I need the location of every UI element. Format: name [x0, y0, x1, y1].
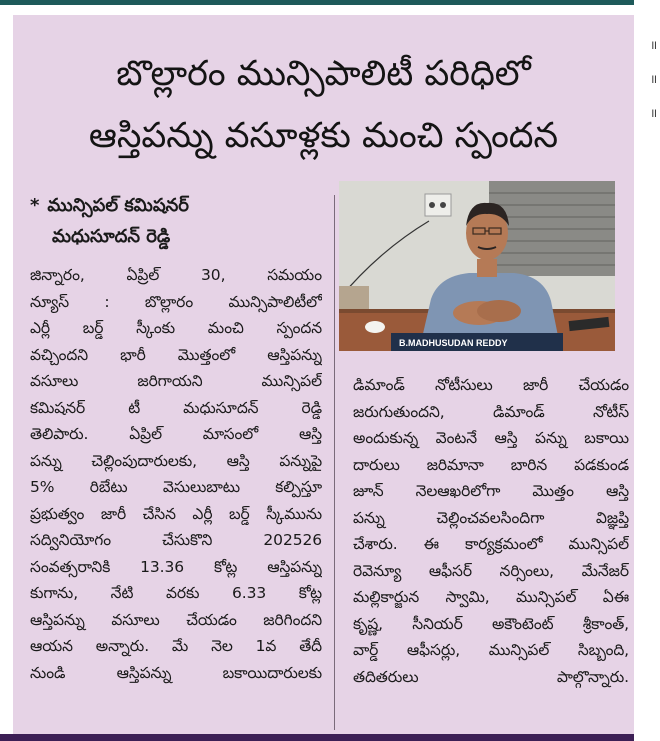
body-left-line: సద్వినియోగం చేసుకొని 202526 — [30, 531, 322, 549]
headline-line-2: ఆస్తిపన్ను వసూళ్లకు మంచి స్పందన — [88, 116, 559, 156]
subheading — [30, 190, 322, 252]
commissioner-photo — [339, 181, 615, 351]
body-right-line: జరుగుతుందని, డిమాండ్ నోటీస్ — [353, 402, 629, 421]
headline — [13, 43, 634, 167]
right-column — [353, 372, 629, 690]
body-right-line: అందుకున్న వెంటనే ఆస్తి పన్ను బకాయి — [353, 429, 629, 447]
photo-caption: B.MADHUSUDAN REDDY — [399, 338, 508, 348]
top-rule — [0, 0, 634, 5]
subheading-line-1: మున్సిపల్ కమిషనర్ — [47, 195, 189, 216]
news-clipping — [13, 15, 634, 734]
body-right-line: తదితరులు పాల్గొన్నారు. — [353, 667, 629, 686]
body-right-line: రెవెన్యూ ఆఫీసర్ నర్సింలు, మేనేజర్ — [353, 561, 629, 580]
body-right-line: జూన్ నెలఆఖరిలోగా మొత్తం ఆస్తి — [353, 482, 629, 500]
body-right — [353, 372, 629, 690]
body-left-line: 5% రిబేటు వెసులుబాటు కల్పిస్తూ — [30, 478, 322, 496]
bullet-star: * — [30, 195, 40, 216]
column-divider — [334, 195, 335, 730]
body-left-line: పన్ను చెల్లింపుదారులకు, ఆస్తి పన్నుపై — [30, 451, 322, 470]
left-column — [30, 190, 322, 686]
body-left-line: వసూలు జరిగాయని మున్సిపల్ — [30, 372, 322, 390]
body-right-line: వార్డ్ ఆఫీసర్లు, మున్సిపల్ సిబ్బంది, — [353, 641, 629, 659]
body-right-line: పన్ను చెల్లించవలసిందిగా విజ్ఞప్తి — [353, 508, 629, 527]
headline-line-1: బొల్లారం మున్సిపాలిటీ పరిధిలో — [116, 54, 531, 94]
body-left — [30, 262, 322, 686]
subheading-line-2: మధుసూదన్ రెడ్డి — [52, 226, 171, 247]
body-right-line: చేశారు. ఈ కార్యక్రమంలో మున్సిపల్ — [353, 535, 629, 553]
edge-mark: ॥ — [650, 38, 658, 52]
body-right-line: దారులు జరిమానా బారిన పడకుండ — [353, 455, 629, 474]
body-left-line: న్యూస్ : బొల్లారం మున్సిపాలిటీలో — [30, 292, 322, 311]
body-left-line: ఎర్లీ బర్డ్ స్కీంకు మంచి స్పందన — [30, 319, 322, 337]
body-right-line: కృష్ణ, సీనియర్ అకౌంటెంట్ శ్రీకాంత్, — [353, 614, 629, 633]
edge-mark: ॥ — [650, 72, 658, 86]
photo-illustration — [339, 181, 615, 351]
body-right-line: డిమాండ్ నోటీసులు జారీ చేయడం — [353, 376, 629, 394]
body-right-line: మల్లికార్జున స్వామి, మున్సిపల్ ఏఈ — [353, 588, 629, 606]
edge-mark: ॥ — [650, 106, 658, 120]
body-left-line: తెలిపారు. ఏప్రిల్ మాసంలో ఆస్తి — [30, 425, 322, 443]
body-left-line: జిన్నారం, ఏప్రిల్ 30, సమయం — [30, 266, 322, 284]
body-left-line: వచ్చిందని భారీ మొత్తంలో ఆస్తిపన్ను — [30, 345, 322, 364]
edge-fragment — [650, 28, 660, 130]
body-left-line: సంవత్సరానికి 13.36 కోట్ల ఆస్తిపన్ను — [30, 557, 322, 576]
body-left-line: ఆయన అన్నారు. మే నెల 1వ తేదీ — [30, 637, 322, 655]
body-left-line: నుండి ఆస్తిపన్ను బకాయిదారులకు — [30, 663, 322, 682]
body-left-line: కుగాను, నేటి వరకు 6.33 కోట్ల — [30, 584, 322, 602]
body-left-line: ప్రభుత్వం జారీ చేసిన ఎర్లీ బర్డ్ స్కీమును — [30, 504, 322, 523]
bottom-rule — [0, 734, 634, 741]
body-left-line: కమిషనర్ టీ మధుసూదన్ రెడ్డి — [30, 398, 322, 417]
body-left-line: ఆస్తిపన్ను వసూలు చేయడం జరిగిందని — [30, 610, 322, 629]
